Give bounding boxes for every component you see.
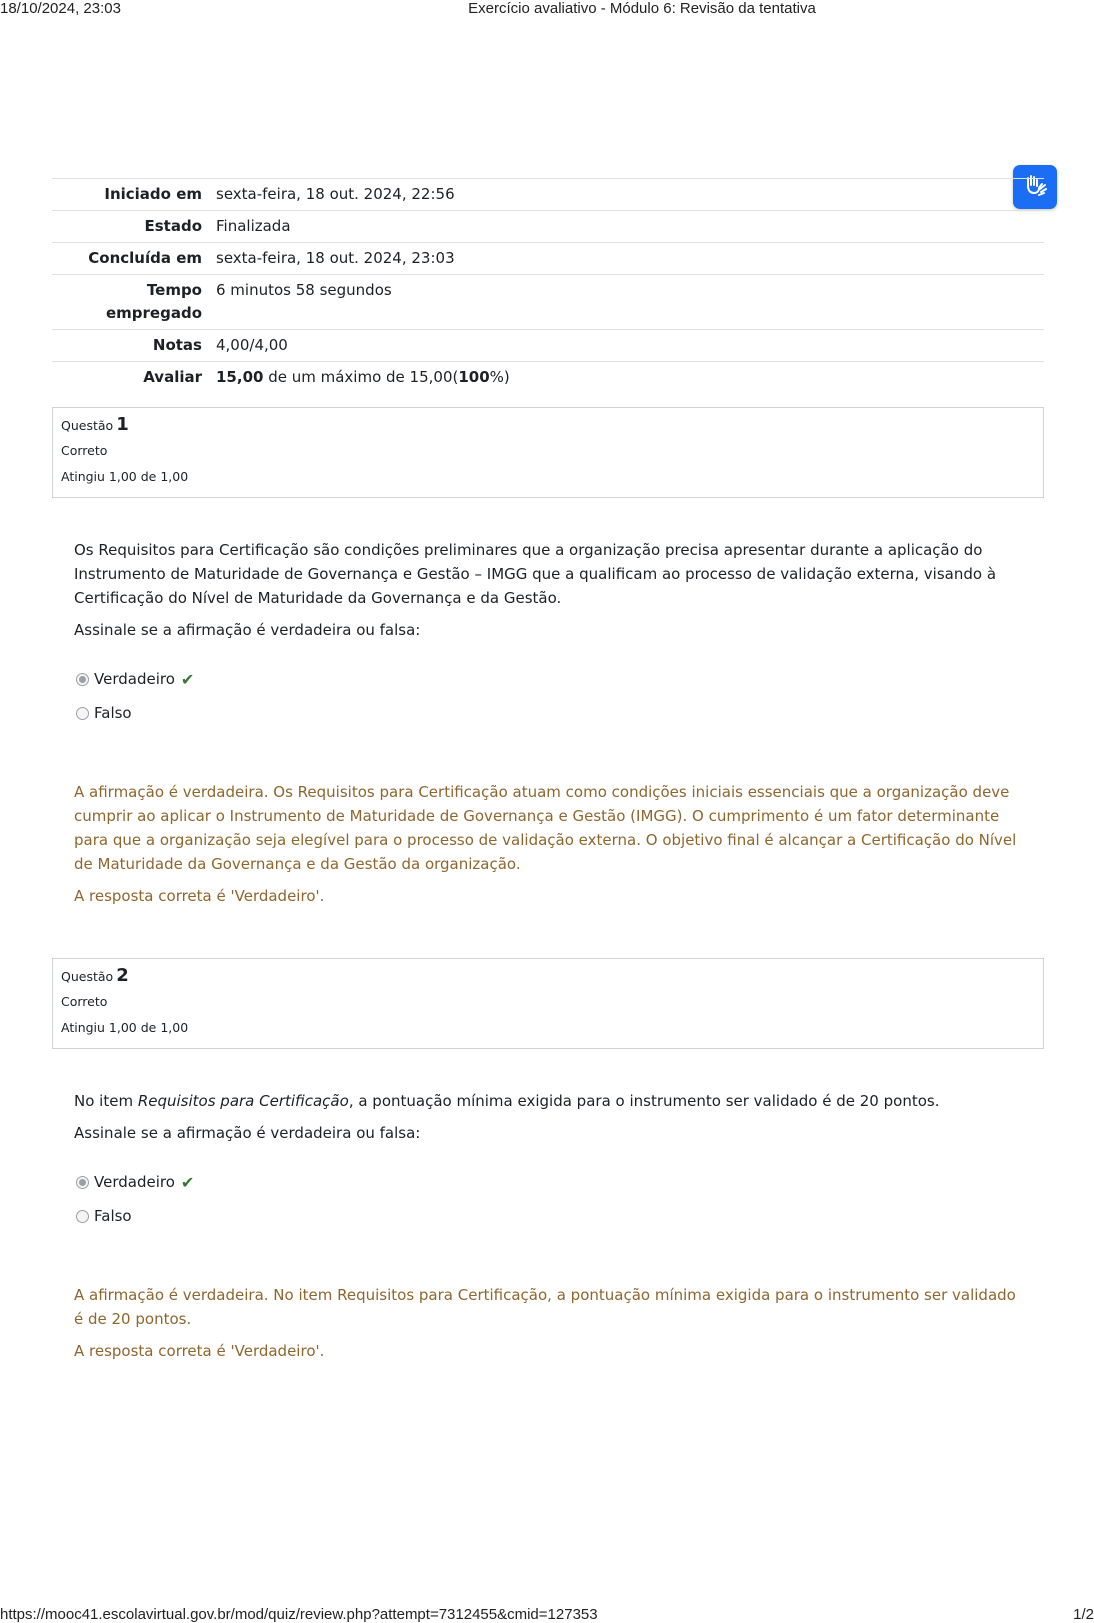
question-state: Correto — [61, 443, 108, 458]
answer-label: Verdadeiro — [94, 1173, 175, 1191]
radio-button[interactable] — [76, 1210, 89, 1223]
summary-label: Tempo empregado — [105, 281, 202, 322]
grade-middle: de um máximo de 15,00( — [263, 368, 459, 386]
check-icon: ✔ — [180, 669, 195, 689]
summary-label: Iniciado em — [104, 185, 202, 203]
question-grade: Atingiu 1,00 de 1,00 — [61, 469, 189, 484]
summary-row-started — [52, 179, 1044, 211]
answer-option-true[interactable] — [76, 662, 1044, 696]
grade-score: 15,00 — [216, 368, 264, 386]
question-feedback — [74, 780, 1024, 908]
answer-option-true[interactable] — [76, 1165, 1044, 1199]
print-url: https://mooc41.escolavirtual.gov.br/mod/quiz/review.php?attempt=7312455&cmid=127353 — [0, 1606, 598, 1623]
question-text — [74, 1089, 1024, 1145]
answer-option-false[interactable] — [76, 1199, 1044, 1233]
statement-emphasis: Requisitos para Certificação — [137, 1092, 349, 1110]
question-statement — [74, 1089, 1024, 1113]
attempt-summary-table — [52, 178, 1044, 393]
summary-row-time-taken — [52, 275, 1044, 330]
question-prompt: Assinale se a afirmação é verdadeira ou falsa: — [74, 1124, 421, 1142]
grade-percent: 100 — [458, 368, 490, 386]
question-text — [74, 538, 1024, 642]
summary-value: 6 minutos 58 segundos — [216, 281, 392, 299]
summary-label: Notas — [152, 336, 202, 354]
question-number — [61, 965, 1035, 988]
summary-row-grade — [52, 362, 1044, 394]
question-info-box — [52, 958, 1044, 1049]
summary-value: sexta-feira, 18 out. 2024, 22:56 — [216, 185, 455, 203]
summary-value: 4,00/4,00 — [216, 336, 288, 354]
question-feedback — [74, 1283, 1024, 1363]
summary-row-state — [52, 211, 1044, 243]
summary-value: Finalizada — [216, 217, 291, 235]
summary-label: Estado — [144, 217, 202, 235]
question-prefix: Questão — [61, 969, 114, 984]
print-page-number: 1/2 — [1073, 1606, 1094, 1623]
question-grade: Atingiu 1,00 de 1,00 — [61, 1020, 189, 1035]
question-number — [61, 414, 1035, 437]
correct-answer-text: A resposta correta é 'Verdadeiro'. — [74, 887, 325, 905]
statement-part: , a pontuação mínima exigida para o instrumento ser validado é de 20 pontos. — [348, 1092, 940, 1110]
question-info-box — [52, 407, 1044, 498]
answer-label: Verdadeiro — [94, 670, 175, 688]
summary-row-marks — [52, 330, 1044, 362]
question-prompt: Assinale se a afirmação é verdadeira ou falsa: — [74, 621, 421, 639]
summary-label: Avaliar — [143, 368, 202, 386]
summary-row-completed — [52, 243, 1044, 275]
answer-options — [76, 662, 1044, 730]
general-feedback: A afirmação é verdadeira. Os Requisitos para Certificação atuam como condições iniciais essenciais que a organização deve cumprir ao aplicar o Instrumento de Maturidade de Governança e Gestão (IMGG). O cumprimento é um fator determinante para que a organização seja elegível para o processo de validação externa. O objetivo final é alcançar a Certificação do Nível de Maturidade da Governança e da Gestão da organização. — [74, 783, 1017, 873]
general-feedback: A afirmação é verdadeira. No item Requisitos para Certificação, a pontuação mínima exigida para o instrumento ser validado é de 20 pontos. — [74, 1286, 1016, 1328]
print-header — [0, 0, 1094, 20]
summary-label: Concluída em — [88, 249, 202, 267]
answer-options — [76, 1165, 1044, 1233]
radio-button[interactable] — [76, 707, 89, 720]
question-statement: Os Requisitos para Certificação são condições preliminares que a organização precisa apresentar durante a aplicação do Instrumento de Maturidade de Governança e Gestão – IMGG que a qualificam ao processo de validação externa, visando à Certificação do Nível de Maturidade da Governança e da Gestão. — [74, 541, 997, 607]
answer-label: Falso — [94, 1207, 132, 1225]
question-number-value: 1 — [116, 414, 129, 435]
summary-value: sexta-feira, 18 out. 2024, 23:03 — [216, 249, 455, 267]
statement-part: No item — [74, 1092, 138, 1110]
question-state: Correto — [61, 994, 108, 1009]
answer-label: Falso — [94, 704, 132, 722]
quiz-review-content — [52, 178, 1044, 1371]
grade-suffix: %) — [489, 368, 510, 386]
question-prefix: Questão — [61, 418, 114, 433]
radio-button-checked[interactable] — [76, 1176, 89, 1189]
question-number-value: 2 — [116, 965, 129, 986]
radio-button-checked[interactable] — [76, 673, 89, 686]
summary-value — [210, 362, 1044, 394]
correct-answer-text: A resposta correta é 'Verdadeiro'. — [74, 1342, 325, 1360]
check-icon: ✔ — [180, 1172, 195, 1192]
print-datetime: 18/10/2024, 23:03 — [0, 0, 121, 17]
print-page-title: Exercício avaliativo - Módulo 6: Revisão da tentativa — [468, 0, 816, 17]
answer-option-false[interactable] — [76, 696, 1044, 730]
